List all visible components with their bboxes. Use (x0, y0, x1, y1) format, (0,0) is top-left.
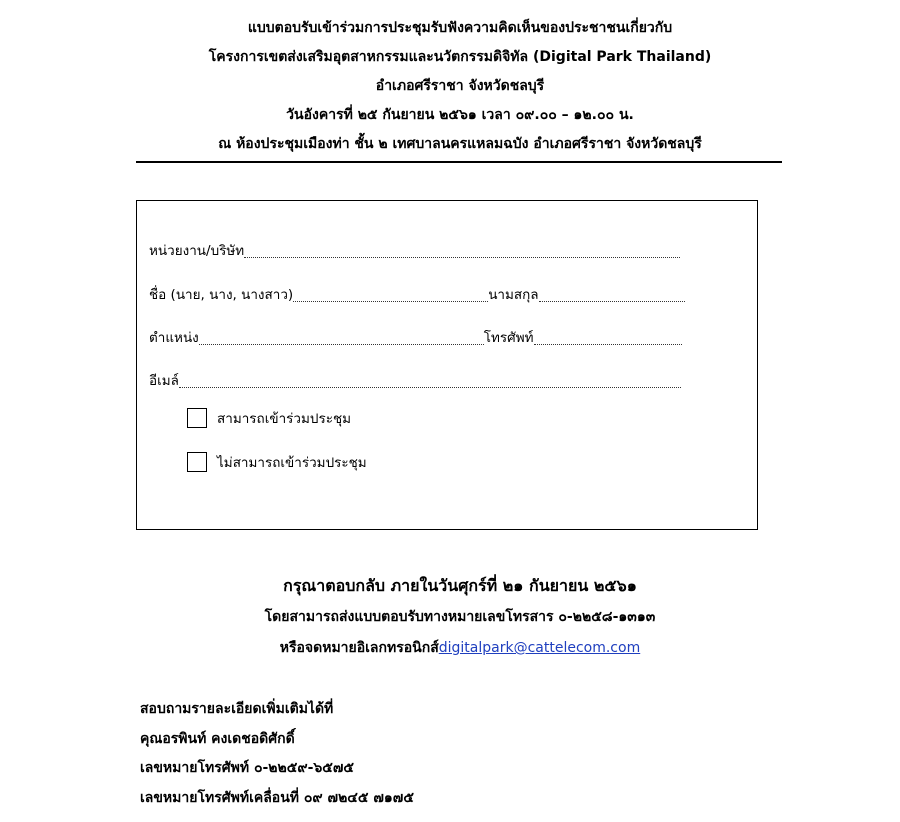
phone-label: โทรศัพท์ (483, 330, 534, 346)
document-header (0, 14, 900, 159)
position-label: ตำแหน่ง (149, 330, 199, 346)
not-attend-option-label: ไม่สามารถเข้าร่วมประชุม (217, 455, 367, 471)
header-divider (136, 161, 782, 163)
header-title: แบบตอบรับเข้าร่วมการประชุมรับฟังความคิดเห็นของประชาชนเกี่ยวกับ (247, 20, 673, 36)
name-field[interactable] (149, 283, 685, 305)
email-label: อีเมล์ (149, 373, 179, 389)
attend-checkbox[interactable] (187, 408, 207, 428)
reply-instructions (0, 570, 900, 664)
reply-fax: โดยสามารถส่งแบบตอบรับทางหมายเลขโทรสาร ๐-๒๒๕๘-๑๓๑๓ (264, 609, 656, 625)
attend-option-label: สามารถเข้าร่วมประชุม (217, 411, 352, 427)
organization-fill-line[interactable] (244, 255, 680, 258)
name-fill-line[interactable] (293, 299, 488, 302)
contact-mobile: เลขหมายโทรศัพท์เคลื่อนที่ ๐๙ ๗๒๔๕ ๗๑๗๕ (140, 789, 414, 806)
position-field[interactable] (149, 326, 682, 348)
contact-title: สอบถามรายละเอียดเพิ่มเติมได้ที่ (140, 701, 334, 717)
not-attend-option[interactable] (187, 451, 367, 473)
contact-info (140, 695, 414, 813)
reply-email-prefix: หรือจดหมายอิเลกทรอนิกส์ (279, 640, 439, 656)
header-location: อำเภอศรีราชา จังหวัดชลบุรี (375, 78, 545, 94)
organization-label: หน่วยงาน/บริษัท (149, 243, 245, 259)
surname-fill-line[interactable] (539, 299, 685, 302)
surname-label: นามสกุล (488, 287, 539, 303)
name-label: ชื่อ (นาย, นาง, นางสาว) (149, 287, 294, 303)
reply-deadline: กรุณาตอบกลับ ภายในวันศุกร์ที่ ๒๑ กันยายน ๒๕๖๑ (283, 576, 637, 595)
reply-email-line (0, 633, 900, 664)
contact-person: คุณอรพินท์ คงเดชอดิศักดิ์ (140, 730, 295, 747)
header-project: โครงการเขตส่งเสริมอุตสาหกรรมและนวัตกรรมดิจิทัล (Digital Park Thailand) (208, 49, 712, 65)
attend-option[interactable] (187, 407, 351, 429)
header-venue: ณ ห้องประชุมเมืองท่า ชั้น ๒ เทศบาลนครแหลมฉบัง อำเภอศรีราชา จังหวัดชลบุรี (218, 136, 702, 152)
reply-email-link[interactable]: digitalpark@cattelecom.com (438, 640, 641, 656)
phone-fill-line[interactable] (534, 342, 682, 345)
response-form (136, 200, 758, 530)
organization-field[interactable] (149, 239, 680, 261)
email-field[interactable] (149, 369, 681, 391)
not-attend-checkbox[interactable] (187, 452, 207, 472)
email-fill-line[interactable] (179, 385, 681, 388)
position-fill-line[interactable] (199, 342, 484, 345)
header-date-time: วันอังคารที่ ๒๕ กันยายน ๒๕๖๑ เวลา ๐๙.๐๐ – ๑๒.๐๐ น. (286, 107, 634, 123)
contact-phone: เลขหมายโทรศัพท์ ๐-๒๒๕๙-๖๕๗๕ (140, 760, 355, 776)
